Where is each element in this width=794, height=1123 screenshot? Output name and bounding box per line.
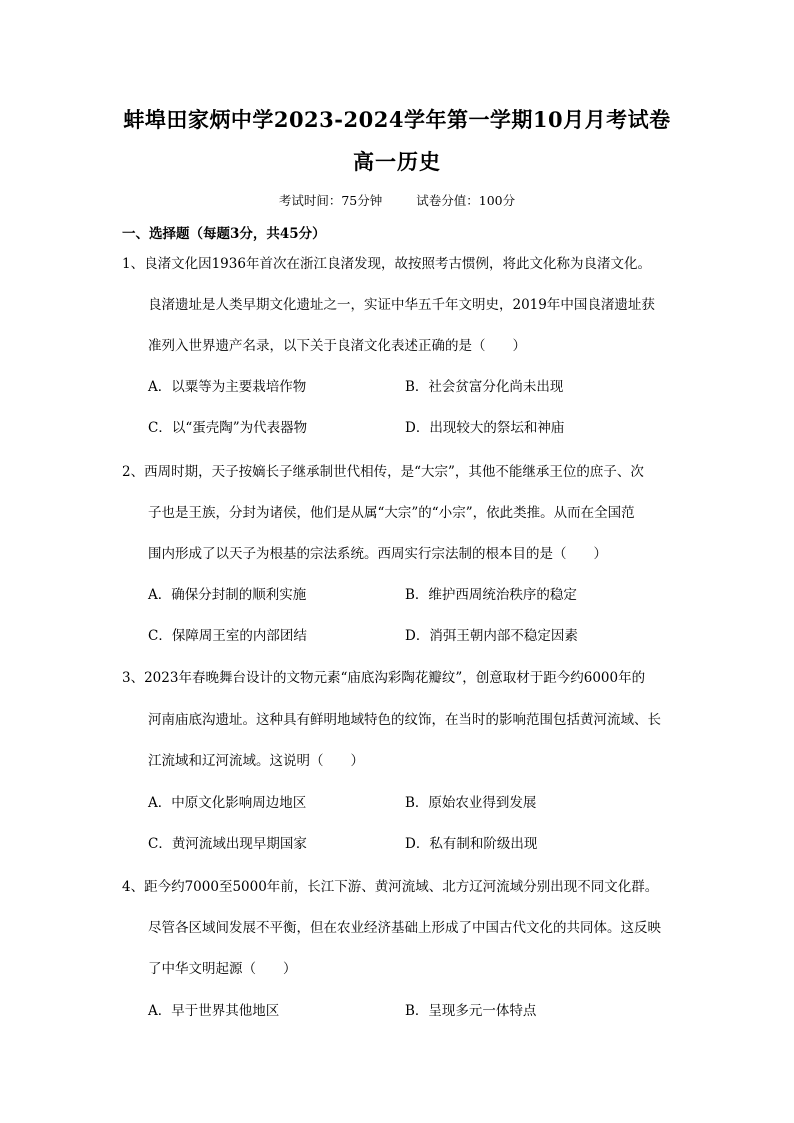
question-1-line-1: 1、良渚文化因1936年首次在浙江良渚发现，故按照考古惯例，将此文化称为良渚文化。 xyxy=(122,256,651,272)
exam-subject: 高一历史 xyxy=(353,149,441,174)
question-4-line-2: 尽管各区域间发展不平衡，但在农业经济基础上形成了中国古代文化的共同体。这反映 xyxy=(148,920,661,936)
question-4-option-b: B．呈现多元一体特点 xyxy=(405,1003,537,1019)
question-1-option-d: D．出现较大的祭坛和神庙 xyxy=(405,420,565,436)
question-1-option-a: A．以粟等为主要栽培作物 xyxy=(148,379,307,395)
question-1-line-2: 良渚遗址是人类早期文化遗址之一，实证中华五千年文明史，2019年中国良渚遗址获 xyxy=(148,297,655,313)
question-3-option-b: B．原始农业得到发展 xyxy=(405,795,537,811)
question-2-option-b: B．维护西周统治秩序的稳定 xyxy=(405,587,577,603)
question-1-option-c: C．以“蛋壳陶”为代表器物 xyxy=(148,420,308,436)
exam-meta xyxy=(0,191,794,209)
question-2-line-3: 围内形成了以天子为根基的宗法系统。西周实行宗法制的根本目的是（ ） xyxy=(148,546,607,562)
question-2-option-c: C．保障周王室的内部团结 xyxy=(148,628,307,644)
question-3-line-3: 江流域和辽河流域。这说明（ ） xyxy=(148,753,364,769)
question-3-option-c: C．黄河流域出现早期国家 xyxy=(148,836,307,852)
question-3-option-d: D．私有制和阶级出现 xyxy=(405,836,538,852)
section-heading: 一、选择题（每题3分，共45分） xyxy=(122,226,326,242)
question-1-line-3: 准列入世界遗产名录，以下关于良渚文化表述正确的是（ ） xyxy=(148,338,526,354)
question-2-line-2: 子也是王族，分封为诸侯，他们是从属“大宗”的“小宗”，依此类推。从而在全国范 xyxy=(148,505,635,521)
question-3-line-2: 河南庙底沟遗址。这种具有鲜明地域特色的纹饰，在当时的影响范围包括黄河流域、长 xyxy=(148,712,661,728)
question-3-line-1: 3、2023年春晚舞台设计的文物元素“庙底沟彩陶花瓣纹”，创意取材于距今约6000年的 xyxy=(122,670,646,686)
question-3-option-a: A．中原文化影响周边地区 xyxy=(148,795,307,811)
question-1-option-b: B．社会贫富分化尚未出现 xyxy=(405,379,564,395)
question-4-line-1: 4、距今约7000至5000年前，长江下游、黄河流域、北方辽河流域分别出现不同文化群。 xyxy=(122,879,659,895)
question-2-line-1: 2、西周时期，天子按嫡长子继承制世代相传，是“大宗”，其他不能继承王位的庶子、次 xyxy=(122,464,644,480)
question-2-option-a: A．确保分封制的顺利实施 xyxy=(148,587,307,603)
question-4-line-3: 了中华文明起源（ ） xyxy=(148,961,297,977)
exam-time: 考试时间：75分钟 xyxy=(278,193,383,208)
exam-title: 蚌埠田家炳中学2023-2024学年第一学期10月月考试卷 xyxy=(123,107,671,132)
question-4-option-a: A．早于世界其他地区 xyxy=(148,1003,280,1019)
question-2-option-d: D．消弭王朝内部不稳定因素 xyxy=(405,628,578,644)
exam-score: 试卷分值：100分 xyxy=(416,193,516,208)
